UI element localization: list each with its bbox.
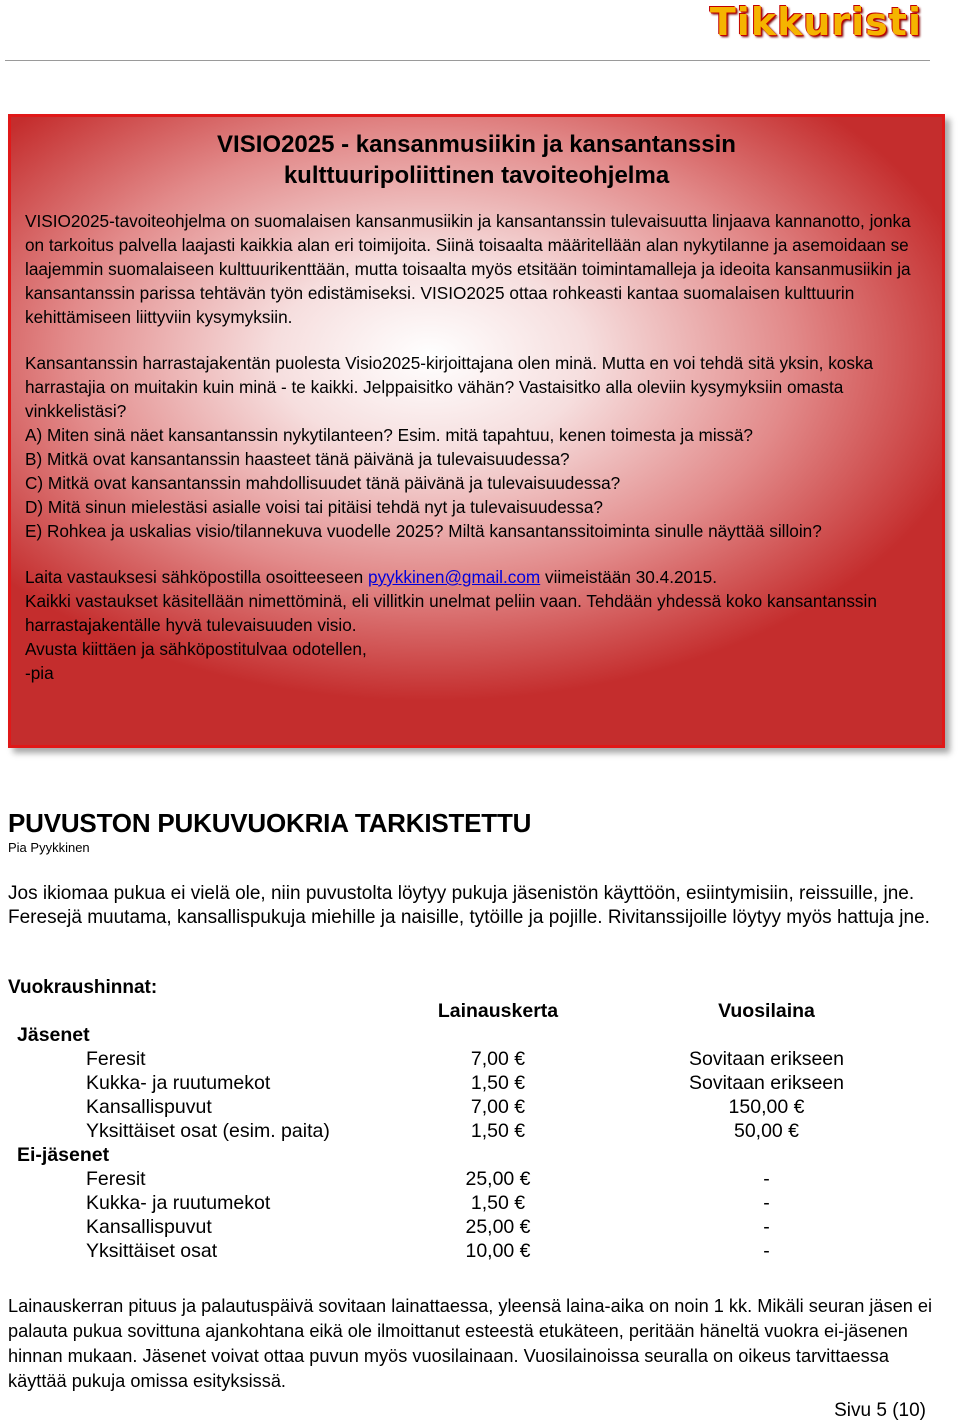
question-b: B) Mitkä ovat kansantanssin haasteet tänä päivänä ja tulevaisuudessa? [25, 449, 570, 469]
table-row [0, 1240, 960, 1264]
callout-title-line-1: VISIO2025 - kansanmusiikin ja kansantanssin [217, 131, 736, 158]
contact-line [25, 565, 930, 589]
item-name: Kansallispuvut [86, 1216, 212, 1238]
contact-prefix: Laita vastauksesi sähköpostilla osoitteeseen [25, 567, 369, 587]
table-row [0, 1096, 960, 1120]
section-title: PUVUSTON PUKUVUOKRIA TARKISTETTU [8, 808, 532, 838]
table-row [0, 1168, 960, 1192]
contact-email-link[interactable]: pyykkinen@gmail.com [368, 567, 541, 587]
price-per-loan: 25,00 € [465, 1216, 531, 1238]
question-e: E) Rohkea ja uskalias visio/tilannekuva vuodelle 2025? Miltä kansantanssitoiminta sinulle näyttää silloin? [25, 521, 822, 541]
closing-line-2: Avusta kiittäen ja sähköpostitulvaa odotellen, [25, 639, 367, 659]
group-header-row [0, 1144, 960, 1168]
table-row [0, 1120, 960, 1144]
callout-body [25, 209, 930, 685]
price-per-year: - [763, 1216, 770, 1238]
closing-line-1: Kaikki vastaukset käsitellään nimettöminä, eli villitkin unelmat peliin vaan. Tehdään yhdessä koko kansantanssin harrastajakentälle hyvä tulevaisuuden visio. [25, 591, 877, 635]
group-name: Ei-jäsenet [17, 1144, 110, 1166]
callout-request: Kansantanssin harrastajakentän puolesta Visio2025-kirjoittajana olen minä. Mutta en voi tehdä sitä yksin, koska harrastajia on muitakin kuin minä - te kaikki. Jelppaisitko vähän? Vastaisitko alla oleviin kysymyksiin omasta vinkkelistäsi? [25, 353, 874, 421]
item-name: Yksittäiset osat [86, 1240, 218, 1262]
rental-terms-paragraph: Lainauskerran pituus ja palautuspäivä sovitaan lainattaessa, yleensä laina-aika on noin 1 kk. Mikäli seuran jäsen ei palauta pukua sovittuna ajankohtana eikä ole ilmoittanut esteestä etukäteen, peritään häneltä vuokra ei-jäsenen hinnan mukaan. Jäsenet voivat ottaa puvun myös vuosilainaan. Vuosilainoissa seuralla on oikeus tarvittaessa käyttää pukuja omissa esityksissä. [8, 1296, 933, 1391]
price-per-year: 50,00 € [733, 1120, 800, 1142]
contact-suffix: viimeistään 30.4.2015. [540, 567, 717, 587]
signature: -pia [25, 663, 54, 683]
item-name: Feresit [86, 1048, 146, 1070]
callout-title [11, 129, 942, 191]
tikkuristi-logo: Tikkuristi [709, 0, 922, 44]
intro-paragraph: Jos ikiomaa pukua ei vielä ole, niin puvustolta löytyy pukuja jäsenistön käyttöön, esiintymisiin, reissuille, jne. Feresejä muutama, kansallispukuja miehille ja naisille, tytöille ja pojille. Rivitanssijoille löytyy myös hattuja jne. [8, 883, 930, 928]
price-per-year: - [763, 1168, 770, 1190]
header-divider [5, 60, 930, 61]
price-per-year: Sovitaan erikseen [688, 1072, 844, 1094]
table-row [0, 1216, 960, 1240]
item-name: Kukka- ja ruutumekot [86, 1192, 271, 1214]
price-per-loan: 25,00 € [465, 1168, 531, 1190]
price-per-year: - [763, 1192, 770, 1214]
group-name: Jäsenet [17, 1024, 90, 1046]
visio-callout-box [8, 114, 945, 748]
price-per-loan: 10,00 € [465, 1240, 531, 1262]
price-per-loan: 1,50 € [470, 1192, 526, 1214]
item-name: Kansallispuvut [86, 1096, 212, 1118]
item-name: Yksittäiset osat (esim. paita) [86, 1120, 330, 1142]
rates-heading: Vuokraushinnat: [8, 977, 158, 998]
question-a: A) Miten sinä näet kansantanssin nykytilanteen? Esim. mitä tapahtuu, kenen toimesta ja missä? [25, 425, 753, 445]
price-per-year: Sovitaan erikseen [688, 1048, 844, 1070]
price-per-loan: 7,00 € [470, 1048, 526, 1070]
page-number: Sivu 5 (10) [834, 1400, 926, 1421]
price-per-loan: 7,00 € [470, 1096, 526, 1118]
item-name: Kukka- ja ruutumekot [86, 1072, 271, 1094]
column-header-vuosilaina: Vuosilaina [718, 1000, 815, 1022]
price-per-year: 150,00 € [728, 1096, 805, 1118]
price-per-year: - [763, 1240, 770, 1262]
table-row [0, 1048, 960, 1072]
price-per-loan: 1,50 € [470, 1072, 526, 1094]
callout-title-line-2: kulttuuripoliittinen tavoiteohjelma [283, 162, 670, 189]
item-name: Feresit [86, 1168, 146, 1190]
table-row [0, 1072, 960, 1096]
author-name: Pia Pyykkinen [8, 840, 90, 855]
table-row [0, 1192, 960, 1216]
price-per-loan: 1,50 € [470, 1120, 526, 1142]
column-header-lainauskerta: Lainauskerta [437, 1000, 559, 1022]
question-d: D) Mitä sinun mielestäsi asialle voisi tai pitäisi tehdä nyt ja tulevaisuudessa? [25, 497, 603, 517]
question-c: C) Mitkä ovat kansantanssin mahdollisuudet tänä päivänä ja tulevaisuudessa? [25, 473, 621, 493]
group-header-row [0, 1024, 960, 1048]
callout-paragraph-intro: VISIO2025-tavoiteohjelma on suomalaisen kansanmusiikin ja kansantanssin tulevaisuutta linjaava kannanotto, jonka on tarkoitus palvella laajasti kaikkia alan eri toimijoita. Siinä toisaalta määritellään alan nykytilanne ja asemoidaan se laajemmin suomalaiseen kulttuurikenttään, mutta toisaalta myös etsitään toimintamalleja ja ideoita kansanmusiikin ja kansantanssin parissa tehtävän työn edistämiseksi. VISIO2025 ottaa rohkeasti kantaa suomalaisen kulttuurin kehittämiseen liittyviin kysymyksiin. [25, 211, 911, 327]
rates-header-row [0, 1000, 960, 1024]
